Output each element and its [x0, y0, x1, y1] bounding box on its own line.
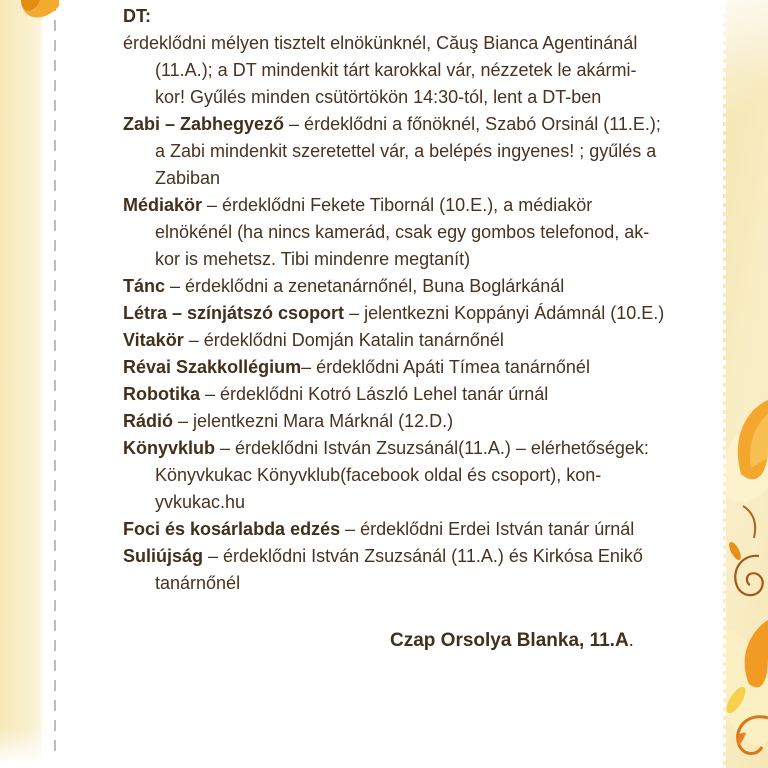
text-line [123, 192, 729, 219]
club-item-radio [123, 408, 729, 435]
signature-name: Czap Orsolya Blanka, 11.A [390, 630, 629, 651]
club-description: – érdeklődni Domján Katalin tanárnőnél [183, 330, 504, 350]
club-item-konyvklub [123, 435, 729, 516]
club-description: kor! Gyűlés minden csütörtökön 14:30-tól, lent a DT-ben [155, 87, 602, 107]
text-line [123, 327, 729, 354]
club-name: Könyvklub [123, 438, 216, 458]
club-name: Tánc [123, 276, 166, 296]
text-line [123, 57, 729, 84]
club-name: Zabi – Zabhegyező [123, 114, 285, 134]
left-margin-strip [0, 0, 42, 768]
club-item-dt [123, 3, 729, 111]
text-line [123, 84, 729, 111]
club-description: érdeklődni mélyen tisztelt elnökünknél, Căuş Bianca Agentinánál [123, 33, 638, 53]
club-item-robotika [123, 381, 729, 408]
club-description: – érdeklődni a főnöknél, Szabó Orsinál (11.E.); [284, 114, 661, 134]
club-item-mediakor [123, 192, 729, 273]
club-description: Könyvkukac Könyvklub(facebook oldal és csoport), kon- [155, 465, 602, 485]
text-line [123, 489, 729, 516]
text-line [123, 138, 729, 165]
club-item-zabi [123, 111, 729, 192]
text-line [123, 3, 729, 30]
club-item-foci [123, 516, 729, 543]
club-name: DT: [123, 6, 151, 26]
club-description: Zabiban [155, 168, 221, 188]
club-description: a Zabi mindenkit szeretettel vár, a belépés ingyenes! ; gyűlés a [155, 141, 657, 161]
corner-leaf-icon [21, 0, 59, 24]
strip-shine [723, 0, 768, 260]
club-name: Foci és kosárlabda edzés [123, 519, 341, 539]
club-name: Révai Szakkollégium [123, 357, 302, 377]
text-line [123, 435, 729, 462]
signature [123, 630, 729, 652]
club-description: – jelentkezni Koppányi Ádámnál (10.E.) [344, 303, 665, 323]
text-line [123, 165, 729, 192]
club-description: – érdeklődni Fekete Tibornál (10.E.), a médiakör [202, 195, 593, 215]
text-line [123, 219, 729, 246]
dashed-separator-line [54, 0, 56, 758]
club-description: yvkukac.hu [155, 492, 246, 512]
club-description: – érdeklődni a zenetanárnőnél, Buna Boglárkánál [165, 276, 565, 296]
club-description: – érdeklődni István Zsuzsánál (11.A.) és Kirkósa Enikő [203, 546, 643, 566]
text-line [123, 300, 729, 327]
club-name: Médiakör [123, 195, 203, 215]
club-description: – érdeklődni Apáti Tímea tanárnőnél [301, 357, 590, 377]
text-line [123, 462, 729, 489]
club-item-letra [123, 300, 729, 327]
club-item-vitakor [123, 327, 729, 354]
club-name: Suliújság [123, 546, 204, 566]
text-line [123, 246, 729, 273]
club-description: kor is mehetsz. Tibi mindenre megtanít) [155, 249, 471, 269]
club-description: elnökénél (ha nincs kamerád, csak egy gombos telefonod, ak- [155, 222, 650, 242]
club-description: – jelentkezni Mara Márknál (12.D.) [173, 411, 454, 431]
text-line [123, 30, 729, 57]
text-line [123, 354, 729, 381]
club-description: – érdeklődni Kotró László Lehel tanár úrnál [200, 384, 549, 404]
text-line [123, 408, 729, 435]
text-line [123, 516, 729, 543]
club-name: Rádió [123, 411, 174, 431]
club-item-revai [123, 354, 729, 381]
text-line [123, 570, 729, 597]
text-line [123, 381, 729, 408]
text-line [123, 543, 729, 570]
signature-period: . [628, 630, 634, 651]
club-description: tanárnőnél [155, 573, 241, 593]
right-border-decoration [723, 0, 768, 768]
autumn-leaves-icon [723, 388, 768, 768]
text-line [123, 111, 729, 138]
club-name: Létra – színjátszó csoport [123, 303, 345, 323]
club-name: Vitakör [123, 330, 184, 350]
club-description: – érdeklődni István Zsuzsánál(11.A.) – elérhetőségek: [215, 438, 649, 458]
club-item-tanc [123, 273, 729, 300]
text-line [123, 273, 729, 300]
club-list [123, 3, 729, 597]
club-name: Robotika [123, 384, 201, 404]
club-item-suliujsag [123, 543, 729, 597]
club-description: (11.A.); a DT mindenkit tárt karokkal vár, nézzetek le akármi- [155, 60, 637, 80]
club-description: – érdeklődni Erdei István tanár úrnál [340, 519, 635, 539]
